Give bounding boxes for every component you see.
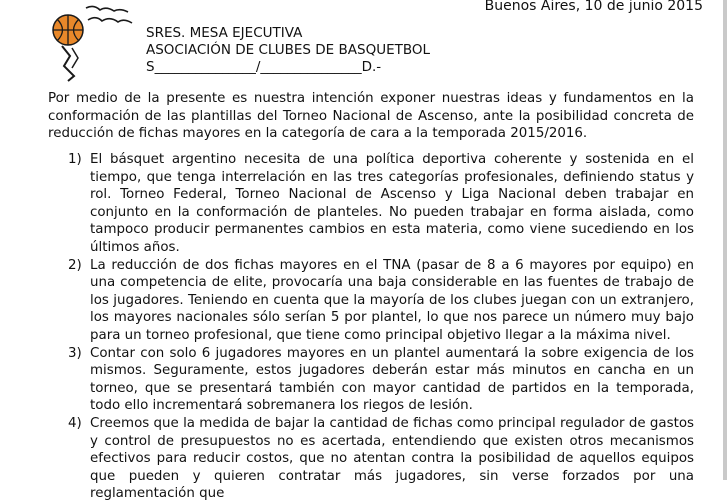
association-logo (48, 2, 140, 82)
addressee-line: SRES. MESA EJECUTIVA (146, 25, 303, 41)
item-number: 4) (68, 415, 82, 431)
addressee-line: ASOCIACIÓN DE CLUBES DE BASQUETBOL (146, 42, 431, 58)
item-text: Creemos que la medida de bajar la cantidad de fichas como principal regulador de gastos y control de presupuestos no es acertada, entendiendo que existen otros mecanismos efectivos para reducir costos, que no atentan contra la posibilidad de aquellos equipos que pueden y quieren contratar más jugadores, sin verse forzados por una reglamentación que (90, 415, 694, 502)
item-number: 3) (68, 345, 82, 361)
item-number: 1) (68, 152, 82, 167)
addressee-block (146, 25, 430, 76)
intro-paragraph: Por medio de la presente es nuestra intención exponer nuestras ideas y fundamentos en la conformación de las plantillas del Torneo Nacional de Ascenso, ante la posibilidad concreta de reducción de fichas mayores en la categoría de cara a la temporada 2015/2016. (48, 91, 694, 141)
list-item (48, 345, 694, 415)
item-text: Contar con solo 6 jugadores mayores en un plantel aumentará la sobre exigencia de los mismos. Seguramente, estos jugadores deberán estar más minutos en cancha en un torneo, que se presentará también con mayor cantidad de partidos en la temporada, todo ello incrementará sobremanera los riegos de lesión. (90, 345, 694, 414)
item-text: La reducción de dos fichas mayores en el TNA (pasar de 8 a 6 mayores por equipo) en una competencia de elite, provocaría una baja considerable en las fuentes de trabajo de los jugadores. Teniendo en cuenta que la mayoría de los clubes juegan con un extranjero, los mayores nacionales sólo serían 5 por plantel, lo que nos parece un número muy bajo para un torneo profesional, que tiene como principal objetivo llegar a la máxima nivel. (90, 257, 694, 343)
list-item (48, 415, 694, 503)
letter-date: Buenos Aires, 10 de junio 2015 (484, 0, 703, 14)
points-list (48, 151, 694, 503)
item-text: El básquet argentino necesita de una política deportiva coherente y sostenida en el tiempo, que tenga interrelación en las tres categorías profesionales, definiendo status y rol. Torneo Federal, Torneo Nacional de Ascenso y Liga Nacional deben trabajar en conjunto en la conformación de planteles. No pueden trabajar en forma aislada, como tampoco producir permanentes cambios en esta materia, como viene sucediendo en los últimos años. (90, 152, 694, 255)
item-number: 2) (68, 257, 82, 273)
page-edge (723, 0, 727, 480)
list-item (48, 257, 694, 345)
list-item (48, 151, 694, 257)
addressee-line: S_______________/_______________D.- (146, 59, 382, 75)
